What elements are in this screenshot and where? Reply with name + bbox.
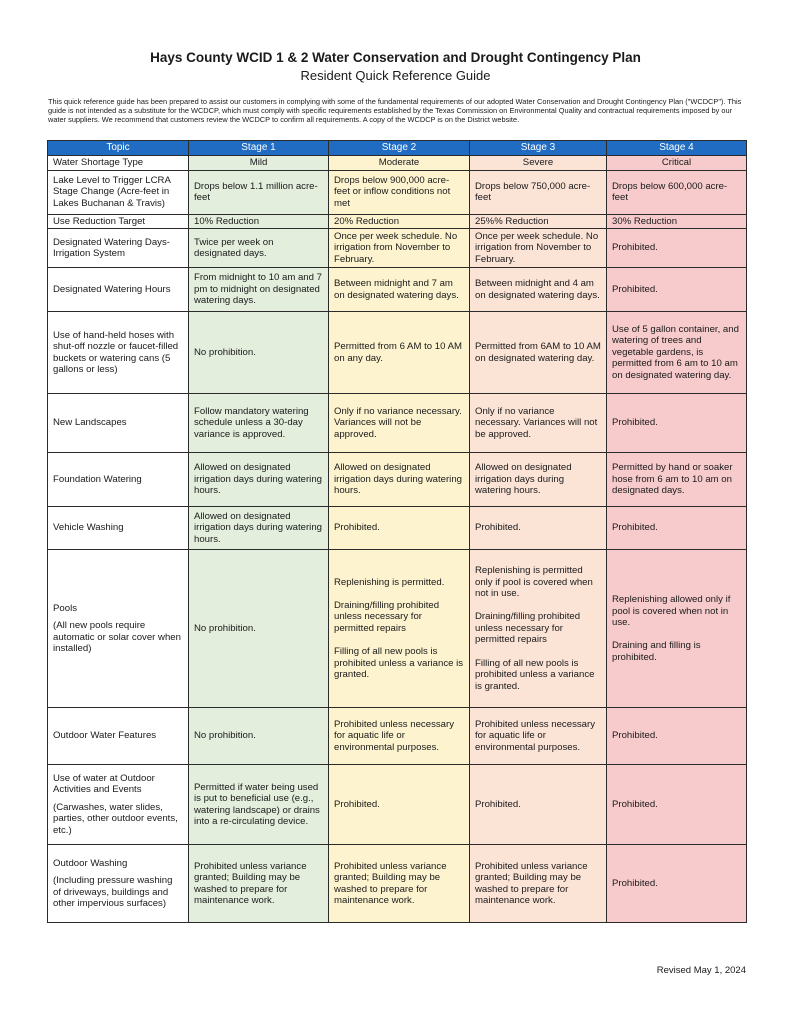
stage-2-cell: Prohibited unless variance granted; Building may be washed to prepare for maintenance work. (329, 845, 470, 923)
stage-4-cell: Prohibited. (607, 845, 747, 923)
stage-4-cell: Prohibited. (607, 394, 747, 453)
stage-3-cell: Once per week schedule. No irrigation from November to February. (470, 229, 607, 268)
stage-3-cell: Prohibited unless variance granted; Building may be washed to prepare for maintenance work. (470, 845, 607, 923)
stage-4-cell: Use of 5 gallon container, and watering of trees and vegetable gardens, is permitted from 6 am to 10 am on designated watering day. (607, 312, 747, 394)
table-row (48, 312, 747, 394)
topic-cell (48, 170, 189, 214)
document-title: Hays County WCID 1 & 2 Water Conservation and Drought Contingency Plan (150, 50, 641, 65)
stage-2-cell: Allowed on designated irrigation days during watering hours. (329, 453, 470, 507)
stage-3-cell: Permitted from 6AM to 10 AM on designated watering day. (470, 312, 607, 394)
stage-3-cell: Allowed on designated irrigation days during watering hours. (470, 453, 607, 507)
table-row (48, 550, 747, 708)
topic-label: Foundation Watering (53, 473, 142, 485)
column-header-stage-1: Stage 1 (189, 141, 329, 156)
stage-1-cell: Allowed on designated irrigation days during watering hours. (189, 453, 329, 507)
stage-3-cell: Between midnight and 4 am on designated watering days. (470, 268, 607, 312)
topic-label: Vehicle Washing (53, 522, 124, 534)
stage-4-cell: Permitted by hand or soaker hose from 6 am to 10 am on designated days. (607, 453, 747, 507)
stage-2-cell: Prohibited unless necessary for aquatic life or environmental purposes. (329, 708, 470, 765)
stage-4-cell: Prohibited. (607, 507, 747, 550)
table-row (48, 229, 747, 268)
topic-label: Water Shortage Type (53, 157, 144, 168)
topic-sublabel: (Including pressure washing of driveways, buildings and other impervious surfaces) (53, 875, 173, 910)
topic-label: Outdoor Washing (53, 857, 128, 869)
stage-3-cell: Severe (470, 156, 607, 171)
document-subtitle: Resident Quick Reference Guide (300, 68, 491, 83)
stage-3-cell: Prohibited. (470, 765, 607, 845)
stage-2-cell: Replenishing is permitted. Draining/filling prohibited unless necessary for permitted repairs Filling of all new pools is prohibited unless a variance is granted. (329, 550, 470, 708)
stage-2-cell: Once per week schedule. No irrigation from November to February. (329, 229, 470, 268)
topic-cell (48, 394, 189, 453)
stage-2-cell: Between midnight and 7 am on designated watering days. (329, 268, 470, 312)
table-row (48, 170, 747, 214)
stage-4-cell: 30% Reduction (607, 214, 747, 229)
column-header-stage-3: Stage 3 (470, 141, 607, 156)
stage-1-cell: Twice per week on designated days. (189, 229, 329, 268)
topic-label: Use of hand-held hoses with shut-off nozzle or faucet-filled buckets or watering cans (5 gallons or less) (53, 329, 179, 376)
topic-cell (48, 453, 189, 507)
table-row (48, 453, 747, 507)
stage-2-cell: Prohibited. (329, 507, 470, 550)
topic-cell (48, 156, 189, 171)
stage-4-cell: Critical (607, 156, 747, 171)
stage-1-cell: Permitted if water being used is put to beneficial use (e.g., watering landscape) or drains into a re-circulating device. (189, 765, 329, 845)
stage-3-cell: Replenishing is permitted only if pool is covered when not in use. Draining/filling prohibited unless necessary for permitted repairs Filling of all new pools is prohibited unless a variance is granted. (470, 550, 607, 708)
table-row (48, 394, 747, 453)
table-row (48, 214, 747, 229)
topic-label: New Landscapes (53, 417, 127, 429)
stage-4-cell: Prohibited. (607, 268, 747, 312)
intro-paragraph: This quick reference guide has been prepared to assist our customers in complying with some of the fundamental requirements of our adopted Water Conservation and Drought Contingency Plan ("WCDCP"). This guide is not intended as a substitute for the WCDCP, which must comply with specific requirements established by the Texas Commission on Environmental Quality and contractual requirements imposed by our water suppliers. We recommend that customers review the WCDCP to confirm all requirements. A copy of the WCDCP is on the District website. (48, 97, 742, 125)
stage-1-cell: Mild (189, 156, 329, 171)
topic-cell (48, 312, 189, 394)
stage-3-cell: Prohibited unless necessary for aquatic life or environmental purposes. (470, 708, 607, 765)
table-row (48, 765, 747, 845)
topic-cell (48, 268, 189, 312)
topic-cell (48, 765, 189, 845)
table-row (48, 507, 747, 550)
topic-label: Designated Watering Days-Irrigation System (53, 236, 170, 260)
stage-1-cell: Drops below 1.1 million acre-feet (189, 170, 329, 214)
topic-label: Use of water at Outdoor Activities and Events (53, 772, 155, 796)
topic-cell (48, 845, 189, 923)
stage-1-cell: Prohibited unless variance granted; Building may be washed to prepare for maintenance work. (189, 845, 329, 923)
topic-label: Pools (53, 602, 77, 614)
table-row (48, 156, 747, 171)
stage-2-cell: 20% Reduction (329, 214, 470, 229)
topic-label: Lake Level to Trigger LCRA Stage Change (Acre-feet in Lakes Buchanan & Travis) (53, 174, 171, 209)
table-row (48, 268, 747, 312)
stage-4-cell: Prohibited. (607, 229, 747, 268)
column-header-topic: Topic (48, 141, 189, 156)
stage-1-cell: Follow mandatory watering schedule unless a 30-day variance is approved. (189, 394, 329, 453)
topic-label: Outdoor Water Features (53, 730, 157, 742)
stage-2-cell: Moderate (329, 156, 470, 171)
stage-1-cell: No prohibition. (189, 708, 329, 765)
stage-1-cell: No prohibition. (189, 550, 329, 708)
topic-cell (48, 550, 189, 708)
stage-1-cell: Allowed on designated irrigation days during watering hours. (189, 507, 329, 550)
column-header-stage-2: Stage 2 (329, 141, 470, 156)
table-row (48, 708, 747, 765)
stage-1-cell: From midnight to 10 am and 7 pm to midnight on designated watering days. (189, 268, 329, 312)
topic-sublabel: (All new pools require automatic or solar cover when installed) (53, 620, 181, 655)
stage-4-cell: Prohibited. (607, 765, 747, 845)
stage-4-cell: Drops below 600,000 acre-feet (607, 170, 747, 214)
drought-stage-table (47, 140, 747, 923)
stage-4-cell: Replenishing allowed only if pool is covered when not in use. Draining and filling is prohibited. (607, 550, 747, 708)
stage-2-cell: Drops below 900,000 acre-feet or inflow conditions not met (329, 170, 470, 214)
topic-label: Designated Watering Hours (53, 283, 171, 295)
stage-2-cell: Prohibited. (329, 765, 470, 845)
topic-sublabel: (Carwashes, water slides, parties, other outdoor events, etc.) (53, 801, 178, 837)
table-header-row (48, 141, 747, 156)
stage-3-cell: Drops below 750,000 acre-feet (470, 170, 607, 214)
topic-cell (48, 507, 189, 550)
stage-3-cell: 25%% Reduction (470, 214, 607, 229)
stage-3-cell: Prohibited. (470, 507, 607, 550)
topic-cell (48, 214, 189, 229)
stage-1-cell: 10% Reduction (189, 214, 329, 229)
topic-cell (48, 229, 189, 268)
topic-cell (48, 708, 189, 765)
revision-date: Revised May 1, 2024 (656, 965, 746, 976)
table-row (48, 845, 747, 923)
stage-2-cell: Only if no variance necessary. Variances will not be approved. (329, 394, 470, 453)
column-header-stage-4: Stage 4 (607, 141, 747, 156)
topic-label: Use Reduction Target (53, 215, 146, 227)
stage-1-cell: No prohibition. (189, 312, 329, 394)
stage-2-cell: Permitted from 6 AM to 10 AM on any day. (329, 312, 470, 394)
stage-4-cell: Prohibited. (607, 708, 747, 765)
stage-3-cell: Only if no variance necessary. Variances will not be approved. (470, 394, 607, 453)
